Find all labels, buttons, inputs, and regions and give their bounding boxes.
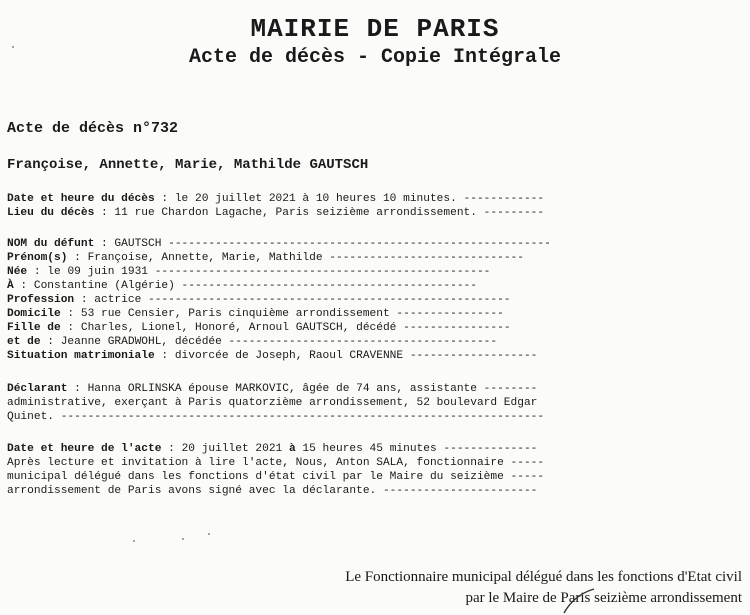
domicile-row: [7, 307, 504, 321]
surname-label: NOM du défunt: [7, 238, 95, 250]
signature-line-1: Le Fonctionnaire municipal délégué dans les fonctions d'Etat civil: [345, 569, 742, 585]
declarant-line-2: administrative, exerçant à Paris quatorzième arrondissement, 52 boulevard Edgar: [7, 397, 538, 409]
act-datetime-a: à: [288, 443, 296, 455]
surname-row: [7, 237, 551, 251]
given-names-row: [7, 251, 524, 265]
signature-block: [345, 567, 742, 609]
marital-status-value: : divorcée de Joseph, Raoul CRAVENNE -------------------: [154, 350, 538, 362]
father-value: : Charles, Lionel, Honoré, Arnoul GAUTSCH, décédé ----------------: [60, 322, 511, 334]
birth-place-value: : Constantine (Algérie) --------------------------------------------: [13, 280, 477, 292]
signature-line-2: par le Maire de Paris seizième arrondissement: [465, 590, 742, 606]
marital-status-row: [7, 349, 537, 363]
given-names-value: : Françoise, Annette, Marie, Mathilde -----------------------------: [67, 252, 524, 264]
death-place-value: : 11 rue Chardon Lagache, Paris seizième arrondissement. ---------: [94, 207, 545, 219]
mother-label: et de: [7, 336, 41, 348]
scan-speck: [133, 540, 135, 542]
profession-row: [7, 293, 511, 307]
birth-date-row: [7, 265, 490, 279]
death-datetime-row: [7, 192, 544, 206]
scan-speck: [208, 533, 210, 535]
signature-stroke: [560, 585, 600, 615]
document-subtitle: Acte de décès - Copie Intégrale: [188, 46, 562, 69]
birth-place-label: À: [7, 280, 14, 292]
declarant-line-1: : Hanna ORLINSKA épouse MARKOVIC, âgée de 74 ans, assistante --------: [67, 383, 538, 395]
scan-speck: [12, 46, 14, 48]
father-label: Fille de: [7, 322, 61, 334]
mother-row: [7, 335, 497, 349]
act-record-line-3: municipal délégué dans les fonctions d'état civil par le Maire du seizième -----: [7, 471, 545, 483]
act-datetime-row: [7, 442, 537, 456]
act-datetime-time: 15 heures 45 minutes --------------: [295, 443, 538, 455]
father-row: [7, 321, 511, 335]
act-record-line-2: Après lecture et invitation à lire l'acte, Nous, Anton SALA, fonctionnaire -----: [7, 457, 545, 469]
mother-value: : Jeanne GRADWOHL, décédée ----------------------------------------: [40, 336, 498, 348]
act-datetime-date: : 20 juillet 2021: [161, 443, 289, 455]
profession-label: Profession: [7, 294, 75, 306]
declarant-label: Déclarant: [7, 383, 68, 395]
death-datetime-label: Date et heure du décès: [7, 193, 155, 205]
domicile-value: : 53 rue Censier, Paris cinquième arrondissement ----------------: [60, 308, 504, 320]
scan-speck: [182, 538, 184, 540]
profession-value: : actrice ------------------------------------------------------: [74, 294, 511, 306]
death-place-label: Lieu du décès: [7, 207, 95, 219]
act-datetime-label: Date et heure de l'acte: [7, 443, 162, 455]
birth-date-value: : le 09 juin 1931 --------------------------------------------------: [27, 266, 491, 278]
declarant-row: [7, 382, 537, 396]
deceased-full-name: Françoise, Annette, Marie, Mathilde GAUTSCH: [7, 157, 369, 173]
declarant-line-3: Quinet. ------------------------------------------------------------------------: [7, 411, 545, 423]
given-names-label: Prénom(s): [7, 252, 68, 264]
death-datetime-value: : le 20 juillet 2021 à 10 heures 10 minutes. ------------: [154, 193, 545, 205]
act-number: Acte de décès n°732: [7, 120, 179, 137]
document-title: MAIRIE DE PARIS: [250, 14, 500, 44]
marital-status-label: Situation matrimoniale: [7, 350, 155, 362]
domicile-label: Domicile: [7, 308, 61, 320]
act-record-line-4: arrondissement de Paris avons signé avec la déclarante. -----------------------: [7, 485, 538, 497]
surname-value: : GAUTSCH ---------------------------------------------------------: [94, 238, 551, 250]
birth-place-row: [7, 279, 477, 293]
death-place-row: [7, 206, 544, 220]
birth-date-label: Née: [7, 266, 28, 278]
